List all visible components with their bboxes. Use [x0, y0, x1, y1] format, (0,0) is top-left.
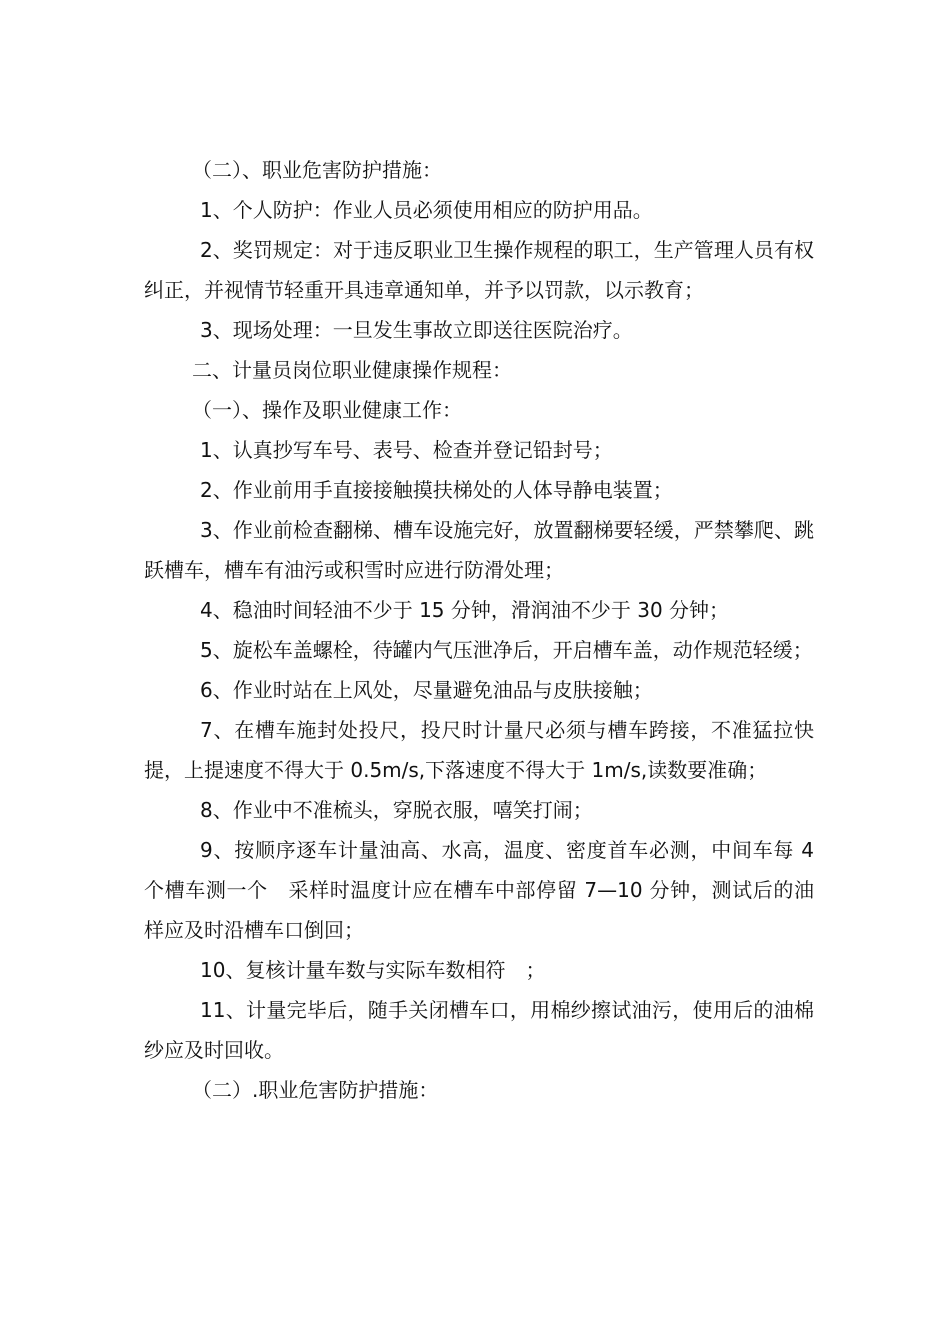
list-item: 8、作业中不准梳头，穿脱衣服，嘻笑打闹；: [200, 798, 593, 822]
list-item: 1、认真抄写车号、表号、检查并登记铅封号；: [200, 438, 613, 462]
section-heading: （二）、职业危害防护措施：: [192, 158, 442, 182]
list-item: 3、现场处理：一旦发生事故立即送往医院治疗。: [200, 318, 633, 342]
list-item: 1、个人防护：作业人员必须使用相应的防护用品。: [200, 198, 653, 222]
list-item: 5、旋松车盖螺栓，待罐内气压泄净后，开启槽车盖，动作规范轻缓；: [200, 638, 813, 662]
document-body: [144, 150, 814, 1110]
list-item: 6、作业时站在上风处，尽量避免油品与皮肤接触；: [200, 678, 653, 702]
section-heading: 二、计量员岗位职业健康操作规程：: [192, 358, 512, 382]
list-item: 11、计量完毕后，随手关闭槽车口，用棉纱擦试油污，使用后的油棉纱应及时回收。: [144, 998, 814, 1062]
list-item: 4、稳油时间轻油不少于 15 分钟，滑润油不少于 30 分钟；: [200, 598, 730, 622]
list-item: 9、按顺序逐车计量油高、水高，温度、密度首车必测，中间车每 4 个槽车测一个 采样时温度计应在槽车中部停留 7—10 分钟，测试后的油样应及时沿槽车口倒回；: [144, 838, 814, 942]
list-item: 7、在槽车施封处投尺，投尺时计量尺必须与槽车跨接，不准猛拉快提，上提速度不得大于 0.5m/s,下落速度不得大于 1m/s,读数要准确；: [144, 718, 814, 782]
section-heading: （二）.职业危害防护措施：: [192, 1078, 439, 1102]
list-item: 2、作业前用手直接接触摸扶梯处的人体导静电装置；: [200, 478, 673, 502]
list-item: 2、奖罚规定：对于违反职业卫生操作规程的职工，生产管理人员有权纠正，并视情节轻重开具违章通知单，并予以罚款，以示教育；: [144, 238, 814, 302]
list-item: 3、作业前检查翻梯、槽车设施完好，放置翻梯要轻缓，严禁攀爬、跳跃槽车，槽车有油污或积雪时应进行防滑处理；: [144, 518, 814, 582]
list-item: 10、复核计量车数与实际车数相符 ；: [200, 958, 546, 982]
section-heading: （一）、操作及职业健康工作：: [192, 398, 462, 422]
